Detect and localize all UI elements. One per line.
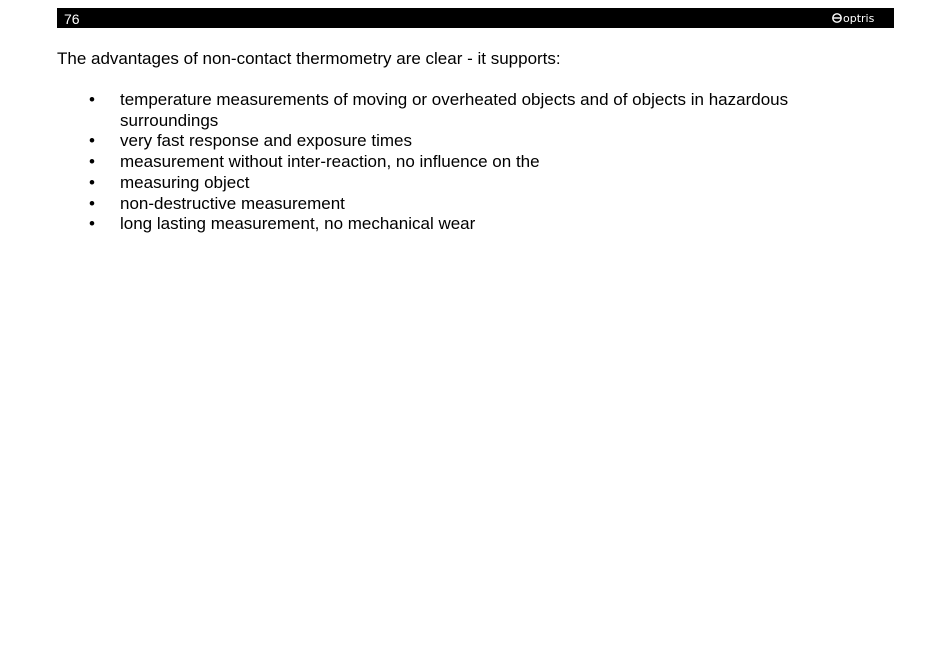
page-number: 76 [64, 11, 80, 27]
bullet-icon: • [89, 172, 95, 192]
list-item [0, 173, 840, 194]
page-header-bar [57, 8, 894, 28]
bullet-icon: • [89, 214, 95, 234]
bullet-icon: • [89, 90, 95, 109]
list-item-text: measuring object [120, 172, 250, 192]
list-item-text: long lasting measurement, no mechanical wear [120, 214, 476, 234]
bullet-icon: • [89, 193, 95, 213]
advantages-list [0, 90, 840, 235]
bullet-icon: • [89, 131, 95, 151]
list-item [0, 90, 840, 131]
optris-logo [832, 12, 888, 24]
list-item [0, 131, 840, 152]
list-item-text: very fast response and exposure times [120, 131, 412, 151]
list-item [0, 152, 840, 173]
list-item-text: temperature measurements of moving or overheated objects and of objects in hazardous surroundings [120, 90, 789, 130]
list-item-text: non-destructive measurement [120, 193, 345, 213]
intro-paragraph: The advantages of non-contact thermometry are clear - it supports: [57, 49, 561, 68]
optris-logo-icon [832, 12, 888, 24]
logo-text: optris [843, 12, 875, 24]
list-item [0, 214, 840, 235]
list-item-text: measurement without inter-reaction, no influence on the [120, 152, 540, 172]
bullet-icon: • [89, 152, 95, 172]
list-item [0, 194, 840, 215]
